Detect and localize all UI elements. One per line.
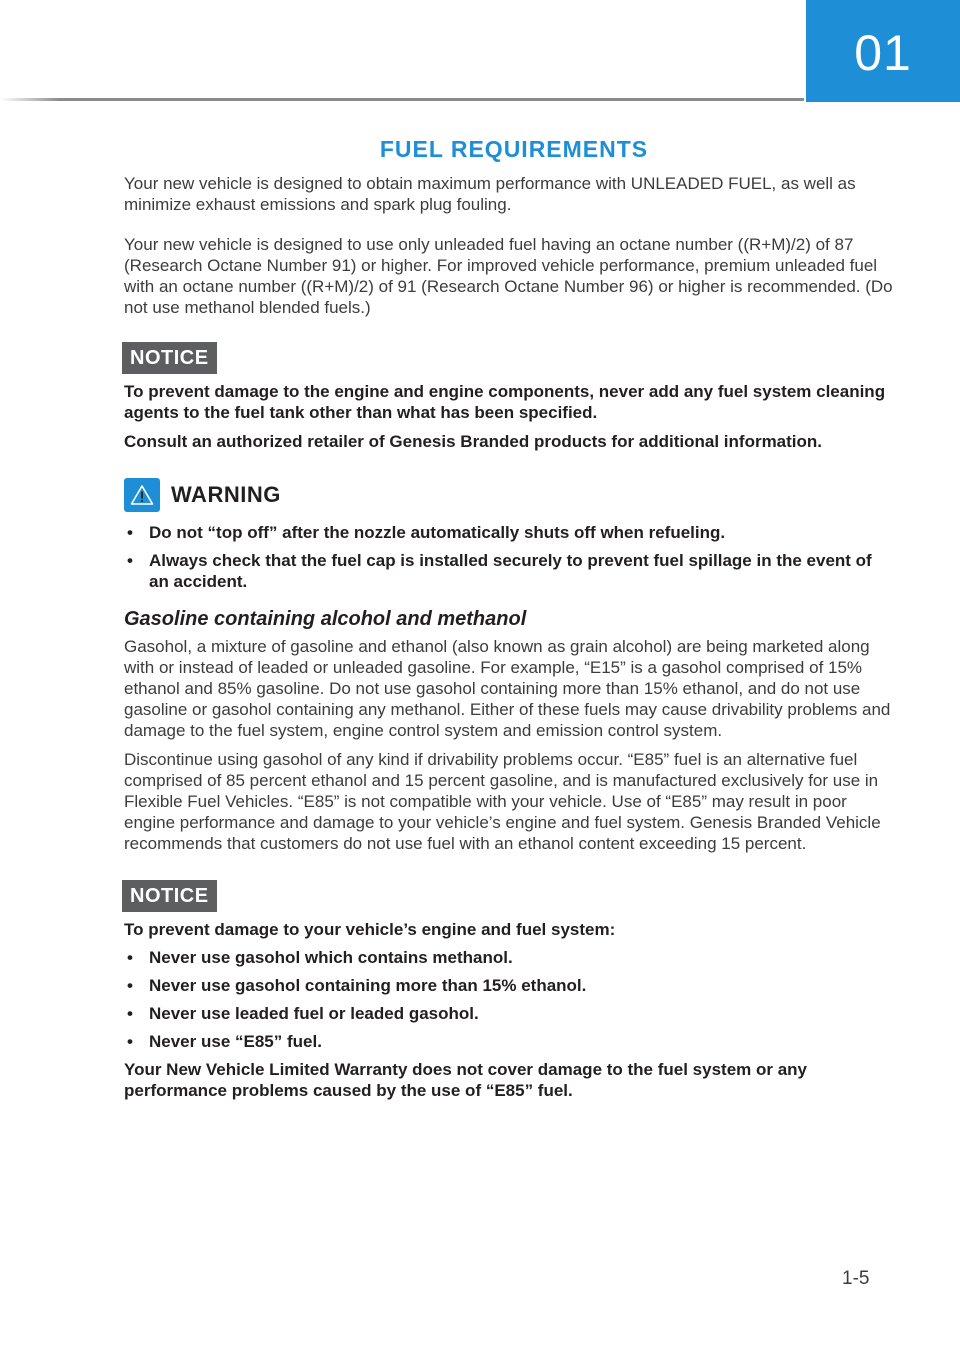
notice-block-2 [122, 880, 894, 912]
notice-2-closing: Your New Vehicle Limited Warranty does not cover damage to the fuel system or any performance problems caused by the use of “E85” fuel. [124, 1060, 808, 1100]
warning-title: WARNING [171, 482, 281, 507]
warning-list [124, 522, 894, 592]
notice-2-intro: To prevent damage to your vehicle’s engine and fuel system: [124, 920, 616, 939]
header-rule [0, 98, 804, 101]
subsection-heading: Gasoline containing alcohol and methanol [124, 608, 527, 630]
list-item: • Never use gasohol containing more than 15% ethanol. [124, 975, 894, 996]
page-number: 1-5 [842, 1268, 870, 1289]
gasohol-paragraph-2: Discontinue using gasohol of any kind if drivability problems occur. “E85” fuel is an alternative fuel comprised of 85 percent ethanol and 15 percent gasoline, and is manufactured exclusively for use in Flexible Fuel Vehicles. “E85” is not compatible with your vehicle. Use of “E85” may result in poor engine performance and damage to your vehicle’s engine and fuel system. Genesis Branded Vehicle recommends that customers do not use fuel with an ethanol content exceeding 15 percent. [124, 750, 881, 853]
intro-paragraph-2: Your new vehicle is designed to use only unleaded fuel having an octane number ((R+M)/2) of 87 (Research Octane Number 91) or higher. For improved vehicle performance, premium unleaded fuel with an octane number ((R+M)/2) of 91 (Research Octane Number 96) or higher is recommended. (Do not use methanol blended fuels.) [124, 235, 893, 317]
chapter-tab [806, 0, 960, 102]
notice-2-list [124, 947, 894, 1052]
list-item: • Never use leaded fuel or leaded gasohol. [124, 1003, 894, 1024]
notice-1-text-2: Consult an authorized retailer of Genesis Branded products for additional information. [124, 432, 823, 451]
list-item: • Always check that the fuel cap is installed securely to prevent fuel spillage in the event of an accident. [124, 550, 894, 592]
intro-paragraph-1: Your new vehicle is designed to obtain maximum performance with UNLEADED FUEL, as well as minimize exhaust emissions and spark plug fouling. [124, 174, 856, 214]
list-item: • Do not “top off” after the nozzle automatically shuts off when refueling. [124, 522, 894, 543]
notice-badge: NOTICE [122, 342, 217, 374]
list-item: • Never use gasohol which contains methanol. [124, 947, 894, 968]
warning-header [124, 478, 894, 512]
notice-1-text-1: To prevent damage to the engine and engine components, never add any fuel system cleaning agents to the fuel tank other than what has been specified. [124, 382, 886, 422]
chapter-number: 01 [854, 25, 912, 81]
notice-block-1 [122, 342, 894, 374]
warning-triangle-icon [124, 478, 160, 512]
section-title: FUEL REQUIREMENTS [379, 136, 649, 162]
list-item: • Never use “E85” fuel. [124, 1031, 894, 1052]
gasohol-paragraph-1: Gasohol, a mixture of gasoline and ethanol (also known as grain alcohol) are being marketed along with or instead of leaded or unleaded gasoline. For example, “E15” is a gasohol comprised of 15% ethanol and 85% gasoline. Do not use gasohol containing more than 15% ethanol, and do not use gasoline or gasohol containing any methanol. Either of these fuels may cause drivability problems and damage to the fuel system, engine control system and emission control system. [124, 637, 891, 740]
page-content [124, 136, 894, 1101]
notice-badge: NOTICE [122, 880, 217, 912]
